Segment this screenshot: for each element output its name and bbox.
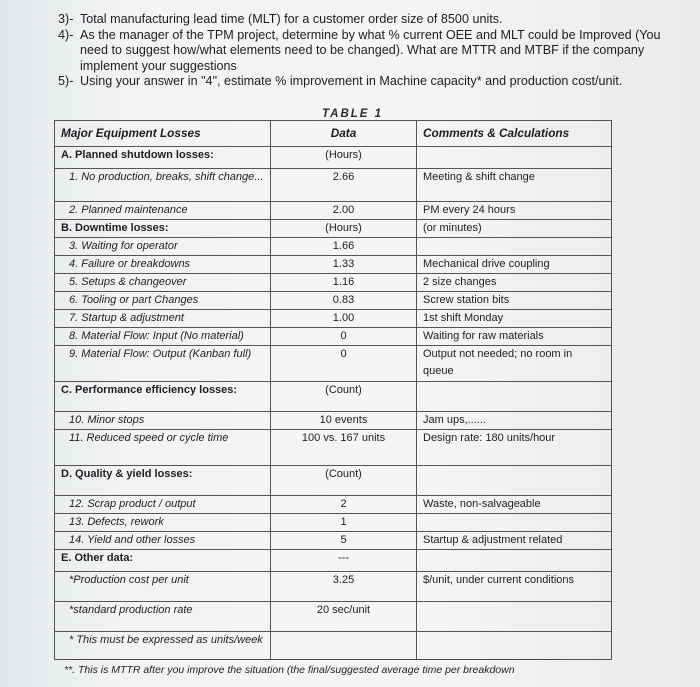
loss-cell: 9. Material Flow: Output (Kanban full)	[55, 346, 271, 382]
comment-cell: (or minutes)	[417, 220, 612, 238]
comment-cell	[417, 514, 612, 532]
loss-cell: B. Downtime losses:	[55, 220, 271, 238]
loss-cell: D. Quality & yield losses:	[55, 466, 271, 496]
question-number: 5)-	[58, 74, 74, 88]
data-cell: 0	[271, 328, 417, 346]
loss-cell: 10. Minor stops	[55, 412, 271, 430]
loss-cell: * This must be expressed as units/week	[55, 632, 271, 660]
table-row	[55, 202, 612, 220]
question-3	[58, 12, 688, 28]
comment-cell: $/unit, under current conditions	[417, 572, 612, 602]
table-row	[55, 430, 612, 466]
table-row	[55, 496, 612, 514]
table-row	[55, 632, 612, 660]
data-cell: 2.00	[271, 202, 417, 220]
data-cell: 5	[271, 532, 417, 550]
loss-cell: 1. No production, breaks, shift change...	[55, 169, 271, 202]
loss-cell: 5. Setups & changeover	[55, 274, 271, 292]
loss-cell: 7. Startup & adjustment	[55, 310, 271, 328]
question-number: 3)-	[58, 12, 74, 26]
footer-note: **. This is MTTR after you improve the situation (the final/suggested average time per breakdown	[64, 664, 515, 676]
table-row	[55, 328, 612, 346]
table-row	[55, 220, 612, 238]
comment-cell	[417, 466, 612, 496]
comment-cell: Meeting & shift change	[417, 169, 612, 202]
comment-cell	[417, 550, 612, 572]
table-row	[55, 602, 612, 632]
data-cell: 100 vs. 167 units	[271, 430, 417, 466]
comment-cell: Waste, non-salvageable	[417, 496, 612, 514]
comment-cell	[417, 147, 612, 169]
table-caption: TABLE 1	[322, 108, 384, 120]
data-cell: (Hours)	[271, 147, 417, 169]
table-row	[55, 169, 612, 202]
question-text: Total manufacturing lead time (MLT) for a customer order size of 8500 units.	[80, 12, 503, 26]
data-cell: (Count)	[271, 382, 417, 412]
question-4	[58, 28, 688, 75]
loss-cell: 3. Waiting for operator	[55, 238, 271, 256]
data-cell: 1	[271, 514, 417, 532]
comment-cell	[417, 382, 612, 412]
comment-cell: Output not needed; no room in queue	[417, 346, 612, 382]
data-cell: 2.66	[271, 169, 417, 202]
loss-cell: A. Planned shutdown losses:	[55, 147, 271, 169]
question-list	[58, 12, 688, 90]
loss-cell: 11. Reduced speed or cycle time	[55, 430, 271, 466]
question-text: As the manager of the TPM project, determine by what % current OEE and MLT could be Improved (You need to suggest how/what elements need to be changed). What are MTTR and MTBF if the company implement your suggestions	[80, 27, 661, 73]
data-cell: (Count)	[271, 466, 417, 496]
table-row	[55, 382, 612, 412]
comment-cell	[417, 632, 612, 660]
comment-cell: PM every 24 hours	[417, 202, 612, 220]
comment-cell: Mechanical drive coupling	[417, 256, 612, 274]
table-row	[55, 292, 612, 310]
table-header-row	[55, 121, 612, 147]
data-cell: ---	[271, 550, 417, 572]
comment-cell: 1st shift Monday	[417, 310, 612, 328]
comment-cell: 2 size changes	[417, 274, 612, 292]
data-cell: (Hours)	[271, 220, 417, 238]
data-cell: 1.00	[271, 310, 417, 328]
data-cell: 0.83	[271, 292, 417, 310]
table-row	[55, 412, 612, 430]
loss-cell: 8. Material Flow: Input (No material)	[55, 328, 271, 346]
table-row	[55, 274, 612, 292]
comment-cell: Screw station bits	[417, 292, 612, 310]
data-cell: 1.66	[271, 238, 417, 256]
data-cell: 1.16	[271, 274, 417, 292]
loss-cell: 4. Failure or breakdowns	[55, 256, 271, 274]
data-cell: 20 sec/unit	[271, 602, 417, 632]
question-number: 4)-	[58, 27, 74, 42]
comment-cell: Startup & adjustment related	[417, 532, 612, 550]
comment-cell: Design rate: 180 units/hour	[417, 430, 612, 466]
data-cell: 2	[271, 496, 417, 514]
data-cell: 3.25	[271, 572, 417, 602]
loss-cell: 13. Defects, rework	[55, 514, 271, 532]
loss-cell: 12. Scrap product / output	[55, 496, 271, 514]
table-row	[55, 532, 612, 550]
data-cell	[271, 632, 417, 660]
table-row	[55, 147, 612, 169]
comment-cell	[417, 602, 612, 632]
loss-cell: 2. Planned maintenance	[55, 202, 271, 220]
equipment-losses-table	[54, 120, 612, 660]
loss-cell: 14. Yield and other losses	[55, 532, 271, 550]
table-row	[55, 256, 612, 274]
data-cell: 1.33	[271, 256, 417, 274]
data-cell: 0	[271, 346, 417, 382]
question-text: Using your answer in "4", estimate % improvement in Machine capacity* and production cost/unit.	[80, 74, 623, 88]
loss-cell: 6. Tooling or part Changes	[55, 292, 271, 310]
table-row	[55, 572, 612, 602]
table-row	[55, 514, 612, 532]
loss-cell: E. Other data:	[55, 550, 271, 572]
question-5	[58, 74, 688, 90]
table-body	[55, 147, 612, 660]
header-major-equipment-losses: Major Equipment Losses	[55, 121, 271, 147]
comment-cell: Jam ups,......	[417, 412, 612, 430]
loss-cell: C. Performance efficiency losses:	[55, 382, 271, 412]
header-comments: Comments & Calculations	[417, 121, 612, 147]
loss-cell: *standard production rate	[55, 602, 271, 632]
table-row	[55, 346, 612, 382]
header-data: Data	[271, 121, 417, 147]
table-row	[55, 238, 612, 256]
comment-cell: Waiting for raw materials	[417, 328, 612, 346]
table-row	[55, 466, 612, 496]
table-row	[55, 550, 612, 572]
comment-cell	[417, 238, 612, 256]
footer-divider	[62, 659, 562, 660]
data-cell: 10 events	[271, 412, 417, 430]
loss-cell: *Production cost per unit	[55, 572, 271, 602]
table-row	[55, 310, 612, 328]
